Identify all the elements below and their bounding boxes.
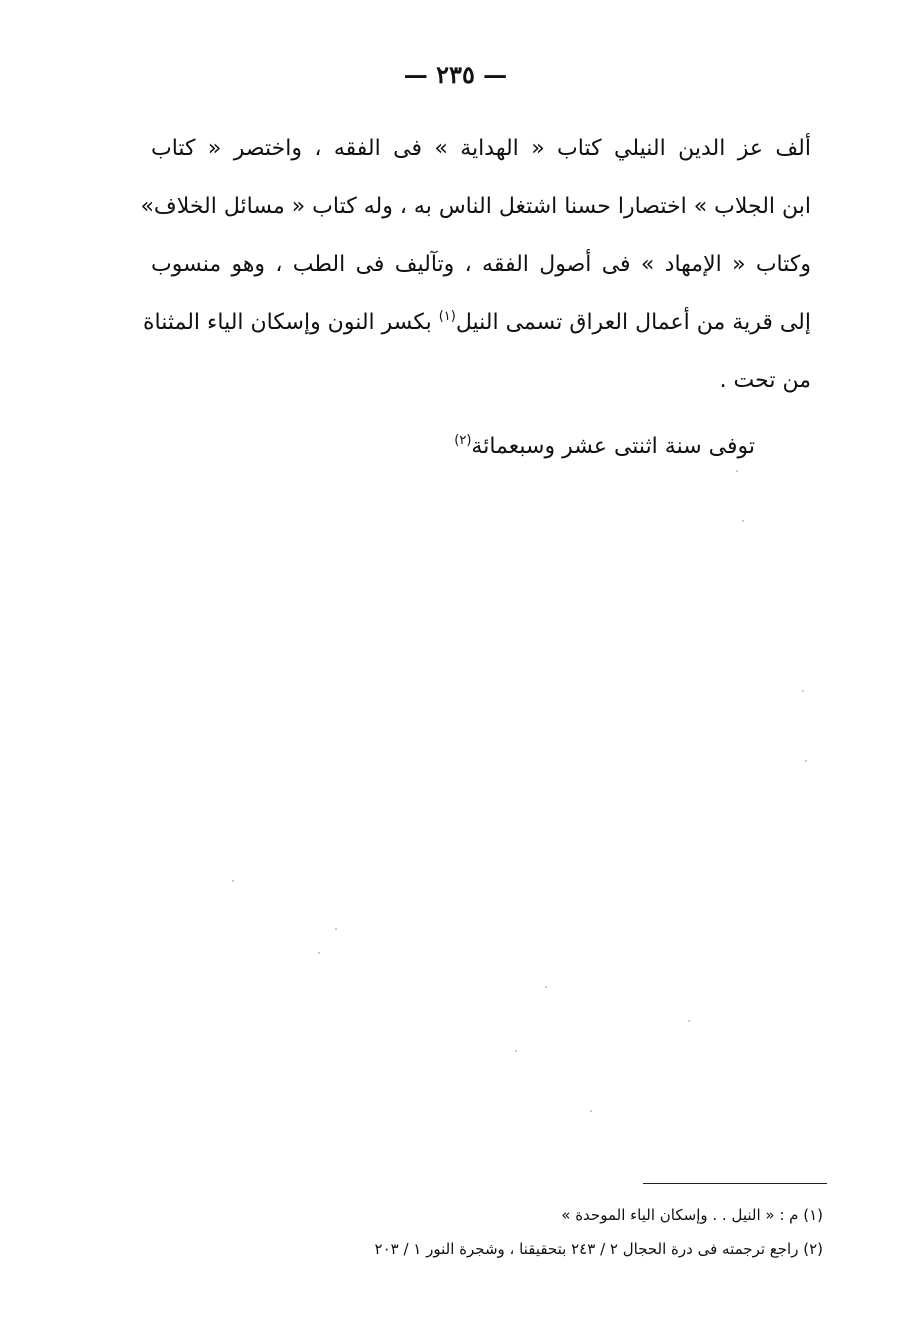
page-number: — ٢٣٥ — <box>403 60 508 89</box>
footnote-2: (٢) راجع ترجمته فى درة الحجال ٢ / ٢٤٣ بتحقيقنا ، وشجرة النور ١ / ٢٠٣ <box>374 1240 823 1258</box>
text-line-3: وكتاب « الإمهاد » فى أصول الفقه ، وتآليف فى الطب ، وهو منسوب <box>151 252 811 277</box>
main-paragraph <box>140 120 811 476</box>
text-line-4-end: بكسر النون وإسكان الياء المثناة <box>142 310 439 335</box>
footnote-ref-2: (٢) <box>454 433 472 448</box>
scan-speck <box>335 928 337 930</box>
death-date-line <box>151 418 811 476</box>
scan-speck <box>515 1050 517 1052</box>
text-line-1: ألف عز الدين النيلي كتاب « الهداية » فى الفقه ، واختصر « كتاب <box>151 136 811 161</box>
scan-speck <box>232 880 234 882</box>
footnotes <box>263 1198 823 1266</box>
footnote-divider <box>643 1183 827 1184</box>
scan-speck <box>805 760 807 762</box>
scan-speck <box>590 1110 592 1112</box>
scan-speck <box>802 690 804 692</box>
text-line-4 <box>142 294 811 352</box>
scan-speck <box>545 986 547 988</box>
death-date-text: توفى سنة اثنتى عشر وسبعمائة <box>471 434 755 459</box>
scan-speck <box>318 952 320 954</box>
scan-speck <box>736 470 738 472</box>
footnote-ref-1: (١) <box>438 309 456 324</box>
footnote-1: (١) م : « النيل . . وإسكان الياء الموحدة » <box>561 1206 823 1224</box>
scan-speck <box>742 520 744 522</box>
text-line-5: من تحت . <box>719 368 811 393</box>
text-line-4-start: إلى قرية من أعمال العراق تسمى النيل <box>455 310 811 335</box>
text-line-2: ابن الجلاب » اختصارا حسنا اشتغل الناس به ، وله كتاب « مسائل الخلاف» <box>140 194 811 219</box>
scan-speck <box>688 1020 690 1022</box>
